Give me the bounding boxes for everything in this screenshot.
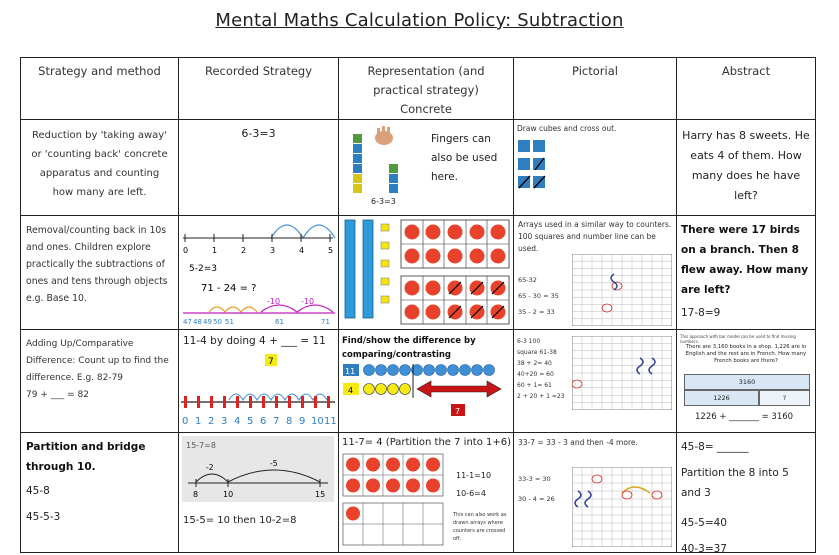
ruler-label: 11 — [324, 416, 337, 427]
bar-model-part: ? — [759, 390, 810, 406]
row3-concrete — [339, 330, 513, 432]
ruler-label: 0 — [182, 416, 189, 427]
tick-label: 1 — [212, 246, 218, 255]
row2-bottom-number: 61 — [275, 318, 284, 326]
table-row — [21, 216, 816, 330]
header-pictorial: Pictorial — [514, 58, 677, 120]
counter-label: 4 — [348, 386, 354, 395]
row3-abstract-eq: 1226 + _______ = 3160 — [695, 412, 794, 422]
hundred-square-grid — [572, 467, 672, 547]
row3-recorded — [179, 330, 338, 432]
header-abstract: Abstract — [677, 58, 816, 120]
tick-label: 2 — [241, 246, 247, 255]
row1-abstract: Harry has 8 sweets. He eats 4 of them. How many does he have left? — [682, 129, 810, 202]
line-number: 15 — [315, 490, 326, 499]
row2-pictorial-sums — [518, 272, 559, 320]
counter-label: 11 — [345, 367, 356, 376]
row4-pictorial-sums — [518, 469, 555, 509]
row4-strategy-line: 45-8 — [26, 485, 50, 497]
sum-line: 30 - 4 = 26 — [518, 495, 555, 503]
row4-abstract-line: 40-3=37 — [681, 543, 727, 553]
row2-recorded-line2: 71 - 24 = ? — [201, 283, 257, 294]
row2-recorded-line1: 5-2=3 — [189, 264, 217, 274]
row3-abstract-note: This approach with bar model can be used to find missing numbers. — [680, 334, 796, 344]
sum-line: 33-3 = 30 — [518, 475, 551, 483]
tick-label: 3 — [270, 246, 276, 255]
page-title: Mental Maths Calculation Policy: Subtraction — [215, 10, 624, 31]
row3-pictorial-sums — [517, 336, 565, 402]
counter-grid-top — [401, 220, 509, 268]
sum-line: 40+20 = 60 — [517, 371, 554, 378]
ruler-label: 10 — [311, 416, 324, 427]
row4-strategy — [21, 433, 178, 552]
jump-label: -10 — [267, 297, 281, 306]
row4-abstract-line: 45-5=40 — [681, 517, 727, 529]
crossed-cubes-drawing — [516, 138, 556, 198]
bridge-number-line — [182, 436, 334, 502]
row3-strategy-text: Adding Up/Comparative Difference: Count up to find the difference. E.g. 82-79 — [26, 339, 169, 383]
row2-bottom-number: 48 — [193, 318, 202, 326]
row2-bottom-number: 47 — [183, 318, 192, 326]
row2-bottom-number: 49 — [203, 318, 212, 326]
ruler-number-line — [179, 350, 337, 430]
row4-abstract-line: 45-8= ______ — [681, 441, 749, 453]
row1-strategy: Reduction by 'taking away' or 'counting back' concrete apparatus and counting how many are left. — [31, 130, 168, 198]
ruler-label: 7 — [273, 416, 280, 427]
row3-strategy-eq: 79 + ___ = 82 — [26, 390, 89, 400]
line-number: 8 — [193, 490, 199, 499]
hundred-square-grid — [572, 336, 672, 410]
highlight-number: 7 — [268, 357, 274, 367]
sum-line: 2 + 20 + 1 =23 — [517, 393, 565, 400]
row1-recorded: 6-3=3 — [241, 127, 276, 140]
row2-abstract-question: There were 17 birds on a branch. Then 8 flew away. How many are left? — [681, 224, 809, 296]
row4-abstract — [677, 433, 815, 552]
row2-bottom-number: 50 — [213, 318, 222, 326]
sum-line: 65 - 30 = 35 — [518, 292, 559, 300]
hand-icon — [375, 126, 393, 145]
row3-concrete-text: Find/show the difference by comparing/contrasting — [342, 336, 476, 360]
header-concrete: Representation (and practical strategy) Concrete — [339, 58, 514, 120]
sum-line: 60 + 1= 61 — [517, 382, 552, 389]
row2-bottom-number: 51 — [225, 318, 234, 326]
header-row — [21, 58, 816, 120]
base10-rods — [345, 220, 373, 318]
cube-tower-right — [389, 164, 398, 193]
row4-recorded-eq: 15-7=8 — [186, 441, 216, 450]
line-number: 10 — [223, 490, 234, 499]
row4-concrete-eq: 10-6=4 — [456, 489, 486, 498]
row4-recorded — [179, 433, 338, 552]
ruler-label: 6 — [260, 416, 267, 427]
row4-pictorial-text: 33-7 = 33 - 3 and then -4 more. — [518, 438, 638, 447]
row2-abstract-answer: 17-8=9 — [681, 307, 721, 319]
header-strategy: Strategy and method — [21, 58, 179, 120]
row1-concrete-text: Fingers can also be used here. — [431, 133, 498, 183]
row2-pictorial-text: Arrays used in a similar way to counters. 100 squares and number line can be used. — [518, 220, 672, 253]
number-line-drawing — [179, 216, 337, 329]
base10-and-counters — [339, 216, 513, 329]
counter-grid-bottom — [401, 276, 509, 324]
ten-frame-counters — [342, 453, 447, 549]
row4-concrete-eq: 11-1=10 — [456, 471, 492, 480]
row3-recorded-text: 11-4 by doing 4 + ___ = 11 — [183, 335, 326, 347]
header-recorded: Recorded Strategy — [179, 58, 339, 120]
sum-line: 65-32 — [518, 276, 537, 284]
table-row — [21, 433, 816, 553]
sum-line: 38 + 2= 40 — [517, 360, 552, 367]
row1-pictorial — [514, 120, 676, 215]
row4-recorded-bottom: 15-5= 10 then 10-2=8 — [183, 515, 297, 526]
ruler-label: 3 — [221, 416, 228, 427]
jump-label: -2 — [206, 463, 214, 472]
row4-strategy-text: Partition and bridge through 10. — [26, 441, 146, 473]
row4-pictorial — [514, 433, 676, 552]
ruler-label: 8 — [286, 416, 293, 427]
jump-label: -5 — [270, 459, 278, 468]
row4-concrete — [339, 433, 513, 552]
row2-bottom-number: 71 — [321, 318, 330, 326]
row4-concrete-note: This can also work as drawn arrays where counters are crossed off. — [453, 512, 507, 542]
row3-abstract — [677, 330, 815, 432]
comparison-counters — [339, 364, 513, 432]
tick-label: 4 — [299, 246, 305, 255]
row2-pictorial — [514, 216, 676, 329]
ruler-label: 4 — [234, 416, 241, 427]
row2-concrete — [339, 216, 513, 329]
row1-concrete-caption: 6-3=3 — [371, 197, 396, 206]
row2-strategy: Removal/counting back in 10s and ones. Children explore practically the subtractions of ones and tens through objects e.g. Base 10. — [26, 225, 168, 304]
ruler-label: 1 — [195, 416, 202, 427]
jump-label: -10 — [301, 297, 315, 306]
sum-line: 6-3 100 — [517, 338, 541, 345]
tick-label: 0 — [183, 246, 189, 255]
row4-strategy-line: 45-5-3 — [26, 511, 61, 523]
row2-recorded — [179, 216, 338, 329]
cube-towers-image — [349, 126, 424, 206]
hundred-square-grid — [572, 254, 672, 326]
table-row — [21, 330, 816, 433]
cube-tower-left — [353, 134, 362, 193]
row4-concrete-title: 11-7= 4 (Partition the 7 into 1+6) — [342, 437, 512, 448]
row4-abstract-line: Partition the 8 into 5 and 3 — [681, 467, 789, 499]
sum-line: square 61-38 — [517, 349, 557, 356]
counter-label: 7 — [455, 407, 461, 416]
ruler-label: 2 — [208, 416, 215, 427]
ruler-label: 5 — [247, 416, 254, 427]
row1-pictorial-text: Draw cubes and cross out. — [517, 124, 617, 133]
sum-line: 35 - 2 = 33 — [518, 308, 555, 316]
bar-model-part: 1226 — [684, 390, 759, 406]
table-row — [21, 120, 816, 216]
tick-label: 5 — [328, 246, 334, 255]
row3-abstract-problem: There are 3,160 books in a shop. 1,226 are in English and the rest are in French. How many French books are there? — [685, 344, 807, 364]
row3-pictorial — [514, 330, 676, 432]
bar-model-total: 3160 — [684, 374, 810, 390]
base10-ones — [381, 224, 389, 303]
ruler-label: 9 — [299, 416, 306, 427]
row2-abstract — [677, 216, 815, 329]
row1-concrete — [339, 120, 513, 215]
row3-strategy — [21, 330, 178, 432]
policy-table — [20, 57, 816, 553]
